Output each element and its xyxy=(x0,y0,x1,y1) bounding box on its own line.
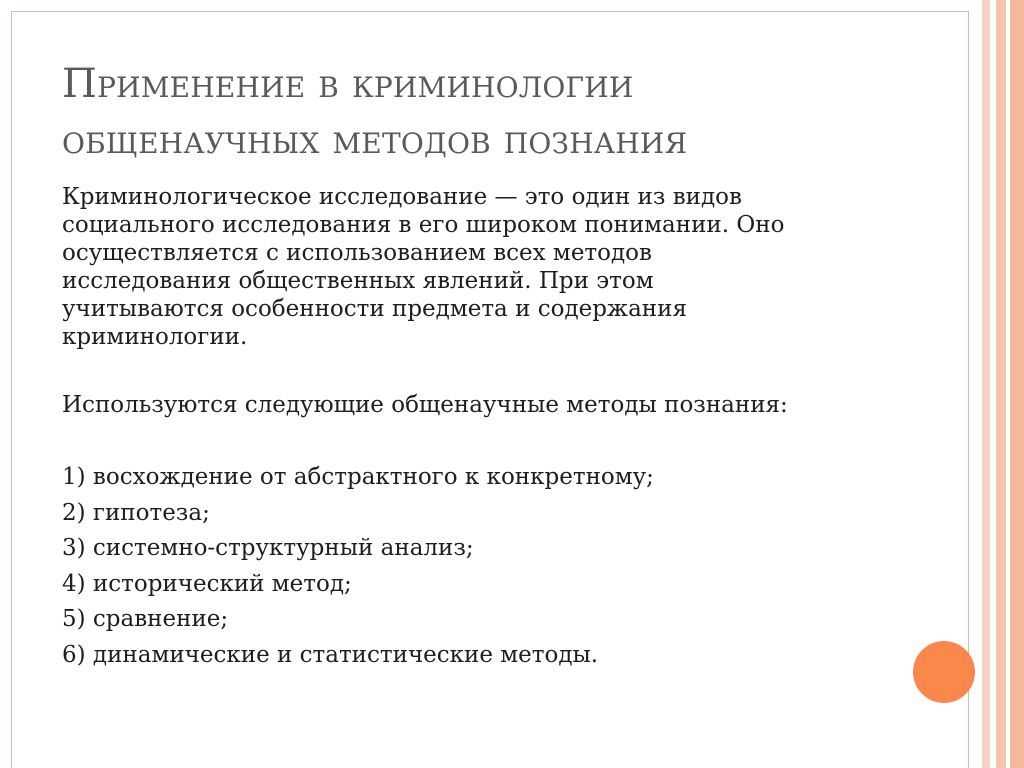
list-item: 6) динамические и статистические методы. xyxy=(62,641,599,668)
intro-line: исследования общественных явлений. При этом xyxy=(62,268,654,294)
decorative-stripe xyxy=(982,0,990,768)
list-item: 4) исторический метод; xyxy=(62,570,352,597)
accent-circle xyxy=(913,641,975,703)
title-line: общенаучных методов познания xyxy=(62,117,688,163)
methods-list xyxy=(62,460,654,673)
decorative-stripe xyxy=(996,0,1006,768)
intro-line: осуществляется с использованием всех методов xyxy=(62,240,652,266)
intro-paragraph xyxy=(62,183,922,351)
list-item: 5) сравнение; xyxy=(62,606,229,632)
methods-lead-text: Используются следующие общенаучные методы познания: xyxy=(62,392,788,418)
intro-line: учитываются особенности предмета и содержания xyxy=(62,296,687,322)
slide-title xyxy=(62,56,942,168)
list-item: 1) восхождение от абстрактного к конкретному; xyxy=(62,464,654,490)
decorative-stripe xyxy=(1010,0,1024,768)
list-item: 2) гипотеза; xyxy=(62,499,210,526)
intro-line: Криминологическое исследование — это один из видов xyxy=(62,184,742,210)
intro-line: социального исследования в его широком понимании. Оно xyxy=(62,212,785,238)
title-line: Применение в криминологии xyxy=(62,61,634,107)
intro-line: криминологии. xyxy=(62,324,248,350)
list-item: 3) системно-структурный анализ; xyxy=(62,535,474,561)
